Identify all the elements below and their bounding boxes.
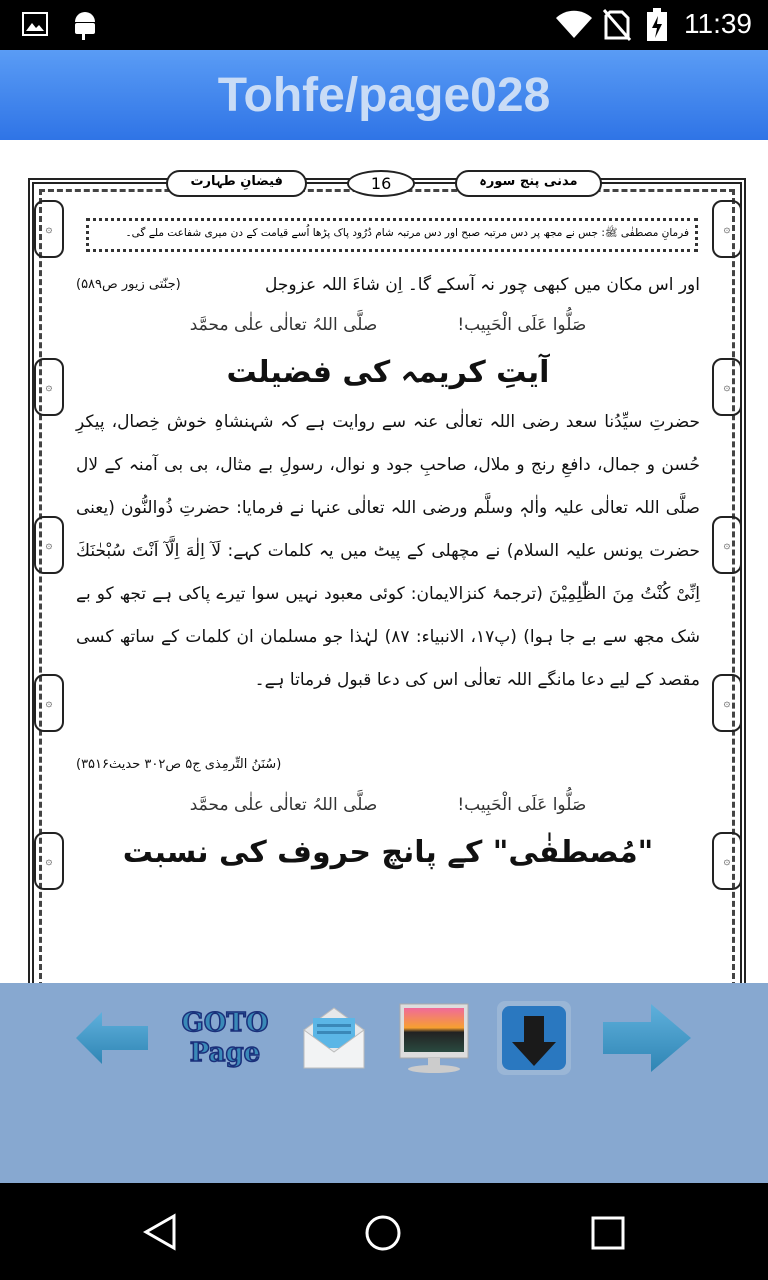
previous-page-button[interactable] <box>70 997 154 1079</box>
chapter-title: فیضانِ طہارت <box>166 170 306 197</box>
paragraph: حضرتِ سیِّدُنا سعد رضی اللہ تعالٰی عنہ سے روایت ہے کہ شہنشاہِ خوش خِصال، پیکرِ حُسن و جمال، دافعِ رنج و ملال، صاحبِ جود و نوال، رسولِ بے مثال، بی بی آمنہ کے لال صلَّی اللہ تعالٰی علیہ واٰلہٖ وسلَّم ورضی اللہ تعالٰی عنہا نے فرمایا: حضرتِ ذُوالنُّون (یعنی حضرت یونس علیہ السلام) نے مچھلی کے پیٹ میں یہ کلمات کہے: لَآ اِلٰهَ اِلَّآ اَنْتَ سُبْحٰنَكَ اِنِّیْ كُنْتُ مِنَ الظّٰلِمِیْنَ (ترجمۂ کنزالایمان: کوئی معبود نہیں سوا تیرے پاکی ہے تجھ کو بے شک مجھ سے بے جا ہوا) (پ۱۷، الانبیاء: ۸۷) لہٰذا جو مسلمان ان کلمات کے ساتھ کسی مقصد کے لیے دعا مانگے اللہ تعالٰی اس کی دعا قبول فرماتا ہے۔ <box>76 412 701 690</box>
salawat-right: صلَّی اللہُ تعالٰی علٰی محمَّد <box>189 795 378 815</box>
book-title: مدنی پنج سورہ <box>455 170 601 197</box>
next-page-button[interactable] <box>598 997 696 1079</box>
arrow-left-icon <box>72 1008 152 1068</box>
image-icon <box>22 12 48 36</box>
clock: 11:39 <box>684 8 752 39</box>
recents-icon[interactable] <box>590 1215 626 1251</box>
goto-label: GOTO <box>181 1008 269 1038</box>
right-ornaments: ۞ ۞ ۞ ۞ ۞ <box>712 200 752 1048</box>
left-ornaments: ۞ ۞ ۞ ۞ ۞ <box>34 200 74 1048</box>
page-text <box>76 265 700 881</box>
android-icon <box>72 8 98 40</box>
reference: (جنّتی زیور ص۵۸۹) <box>76 277 181 292</box>
salawat <box>76 785 700 825</box>
page-title: Tohfe/page028 <box>217 68 551 122</box>
text-line <box>76 265 700 305</box>
no-sim-icon <box>604 10 630 40</box>
bottom-toolbar <box>0 983 768 1183</box>
salawat <box>76 305 700 345</box>
download-button[interactable] <box>496 997 572 1079</box>
navigation-bar <box>0 1183 768 1280</box>
wifi-icon <box>556 10 592 40</box>
reference: (سُنَنُ التِّرمِذی ج۵ ص۳۰۲ حدیث۳۵۱۶) <box>76 757 282 772</box>
arrow-right-icon <box>599 1002 695 1074</box>
back-icon[interactable] <box>142 1213 178 1251</box>
title-bar <box>0 50 768 140</box>
battery-charging-icon <box>646 8 668 42</box>
page-header <box>0 170 768 197</box>
salawat-left: صَلُّوا عَلَی الْحَبِیب! <box>457 795 587 815</box>
status-bar <box>0 0 768 50</box>
page-viewer[interactable] <box>0 140 768 983</box>
home-icon[interactable] <box>364 1214 402 1252</box>
monitor-image-icon <box>398 1002 470 1074</box>
envelope-icon <box>301 1006 367 1070</box>
goto-page-button[interactable] <box>170 997 280 1079</box>
heading: آیتِ کریمہ کی فضیلت <box>226 355 550 390</box>
page-label: Page <box>189 1038 261 1068</box>
share-email-button[interactable] <box>298 997 370 1079</box>
salawat-left: صَلُّوا عَلَی الْحَبِیب! <box>457 315 587 335</box>
line-text: اور اس مکان میں کبھی چور نہ آسکے گا۔ اِن شاءَ اللہ عزوجل <box>264 275 700 295</box>
download-arrow-icon <box>496 1000 572 1076</box>
heading: "مُصطفٰی" کے پانچ حروف کی نسبت <box>122 835 654 870</box>
page-number: 16 <box>347 170 415 197</box>
salawat-right: صلَّی اللہُ تعالٰی علٰی محمَّد <box>189 315 378 335</box>
set-wallpaper-button[interactable] <box>396 997 472 1079</box>
hadith-banner: فرمانِ مصطفٰی ﷺ: جس نے مجھ پر دس مرتبہ صبح اور دس مرتبہ شام دُرُود پاک پڑھا اُسے قیامت کے دن میری شفاعت ملے گی۔ <box>86 218 698 252</box>
